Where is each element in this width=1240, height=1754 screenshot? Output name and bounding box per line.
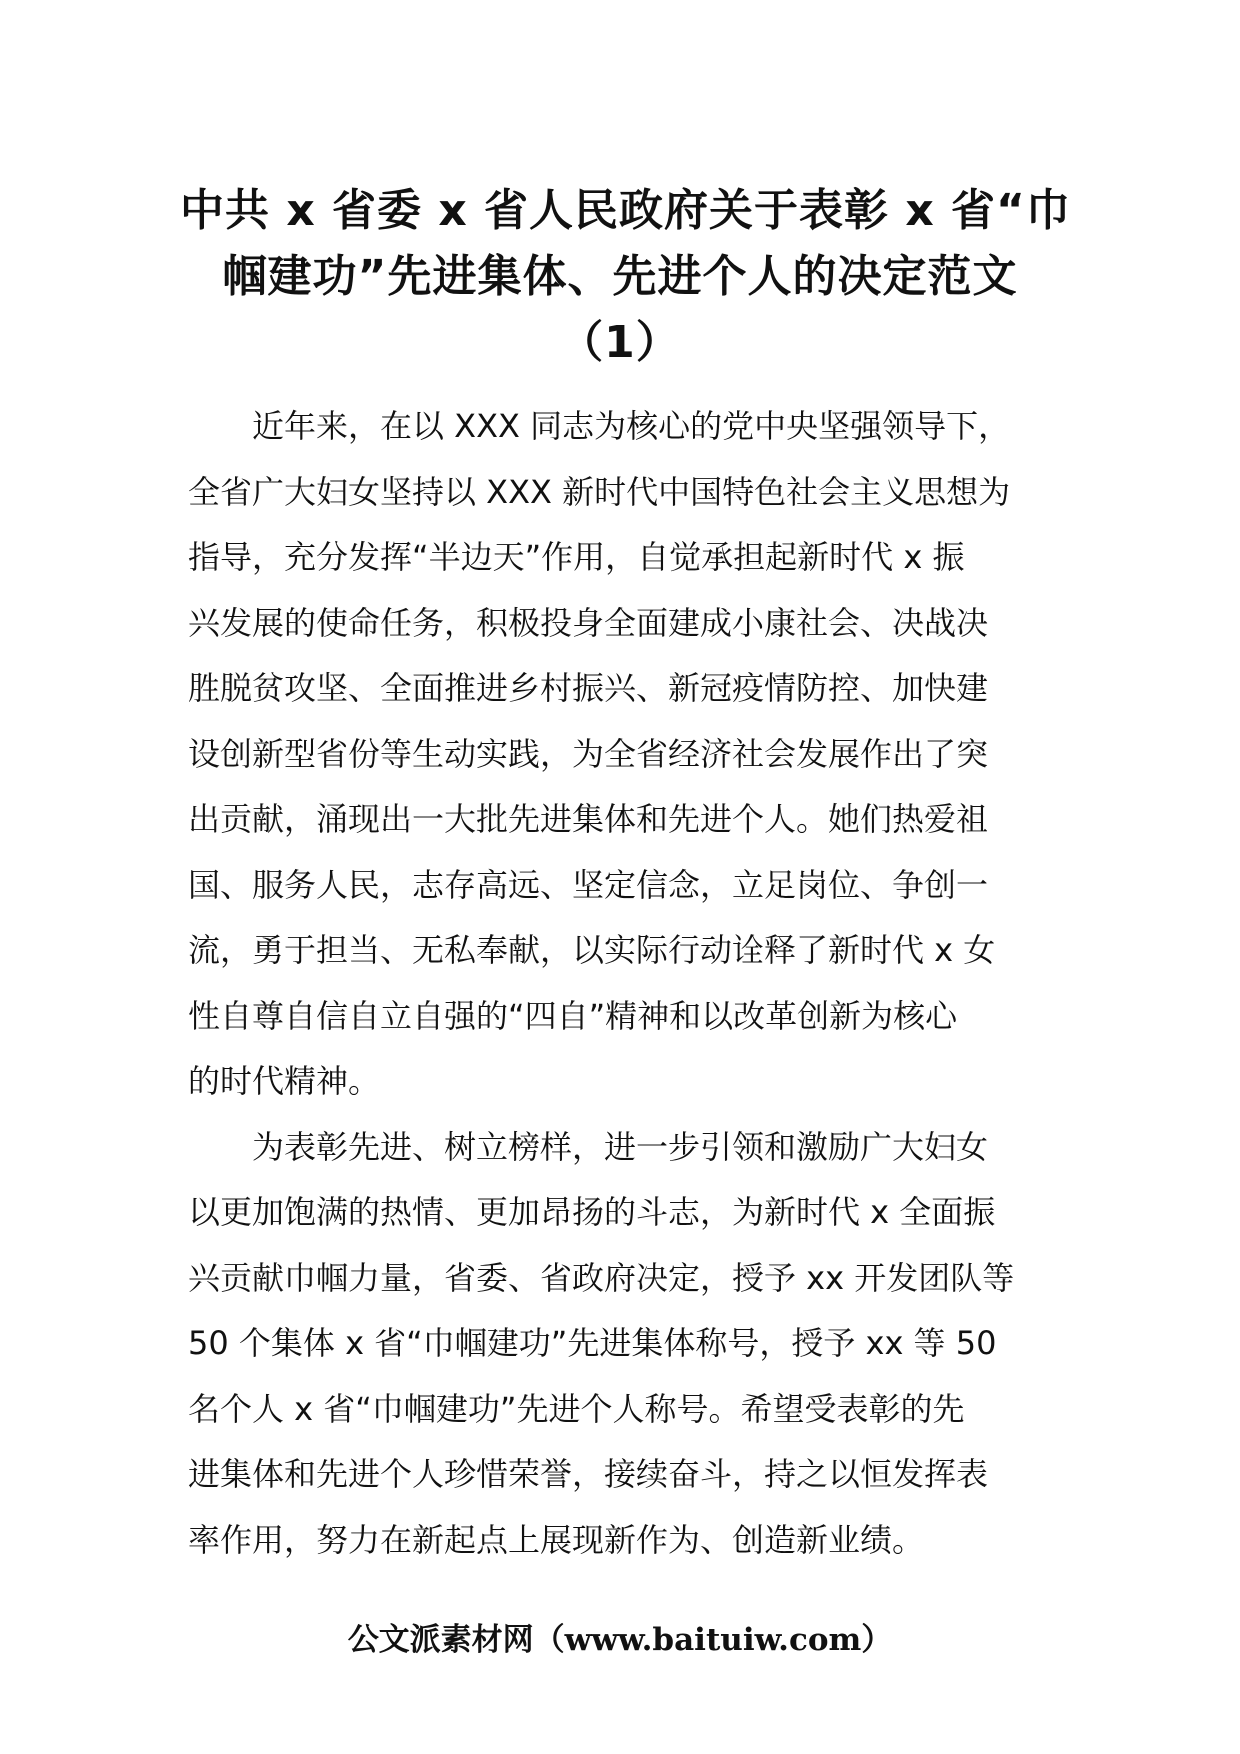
document-title <box>180 178 1071 376</box>
text-line: 性自尊自信自立自强的“四自”精神和以改革创新为核心 <box>188 996 958 1035</box>
text-line: 进集体和先进个人珍惜荣誉，接续奋斗，持之以恒发挥表 <box>188 1455 989 1493</box>
footer-source: 公文派素材网（www.baituiw.com） <box>347 1622 893 1658</box>
text-line: 近年来，在以 XXX 同志为核心的党中央坚强领导下， <box>252 407 1011 445</box>
text-line: 为表彰先进、树立榜样，进一步引领和激励广大妇女 <box>252 1127 989 1166</box>
text-line: 名个人 x 省“巾帼建功”先进个人称号。希望受表彰的先 <box>188 1389 965 1428</box>
title-line: 中共 x 省委 x 省人民政府关于表彰 x 省“巾 <box>180 185 1071 236</box>
text-line: 以更加饱满的热情、更加昂扬的斗志，为新时代 x 全面振 <box>188 1193 996 1231</box>
text-line: 设创新型省份等生动实践，为全省经济社会发展作出了突 <box>188 734 989 773</box>
text-line: 兴发展的使命任务，积极投身全面建成小康社会、决战决 <box>188 603 989 642</box>
text-line: 国、服务人民，志存高远、坚定信念，立足岗位、争创一 <box>188 865 989 904</box>
text-line: 50 个集体 x 省“巾帼建功”先进集体称号，授予 xx 等 50 <box>188 1324 997 1362</box>
text-line: 的时代精神。 <box>188 1062 381 1100</box>
text-line: 胜脱贫攻坚、全面推进乡村振兴、新冠疫情防控、加快建 <box>188 669 989 707</box>
title-line: （1） <box>559 317 681 368</box>
title-line: 帼建功”先进集体、先进个人的决定范文 <box>222 251 1018 302</box>
text-line: 兴贡献巾帼力量，省委、省政府决定，授予 xx 开发团队等 <box>188 1258 1015 1297</box>
text-line: 流，勇于担当、无私奉献，以实际行动诠释了新时代 x 女 <box>188 931 996 969</box>
paragraph-1 <box>188 394 1048 1115</box>
text-line: 指导，充分发挥“半边天”作用，自觉承担起新时代 x 振 <box>188 538 965 576</box>
text-line: 率作用，努力在新起点上展现新作为、创造新业绩。 <box>188 1520 925 1559</box>
text-line: 出贡献，涌现出一大批先进集体和先进个人。她们热爱祖 <box>188 800 989 838</box>
document-body <box>188 394 1048 1573</box>
paragraph-2 <box>188 1115 1048 1574</box>
text-line: 全省广大妇女坚持以 XXX 新时代中国特色社会主义思想为 <box>188 472 1011 511</box>
